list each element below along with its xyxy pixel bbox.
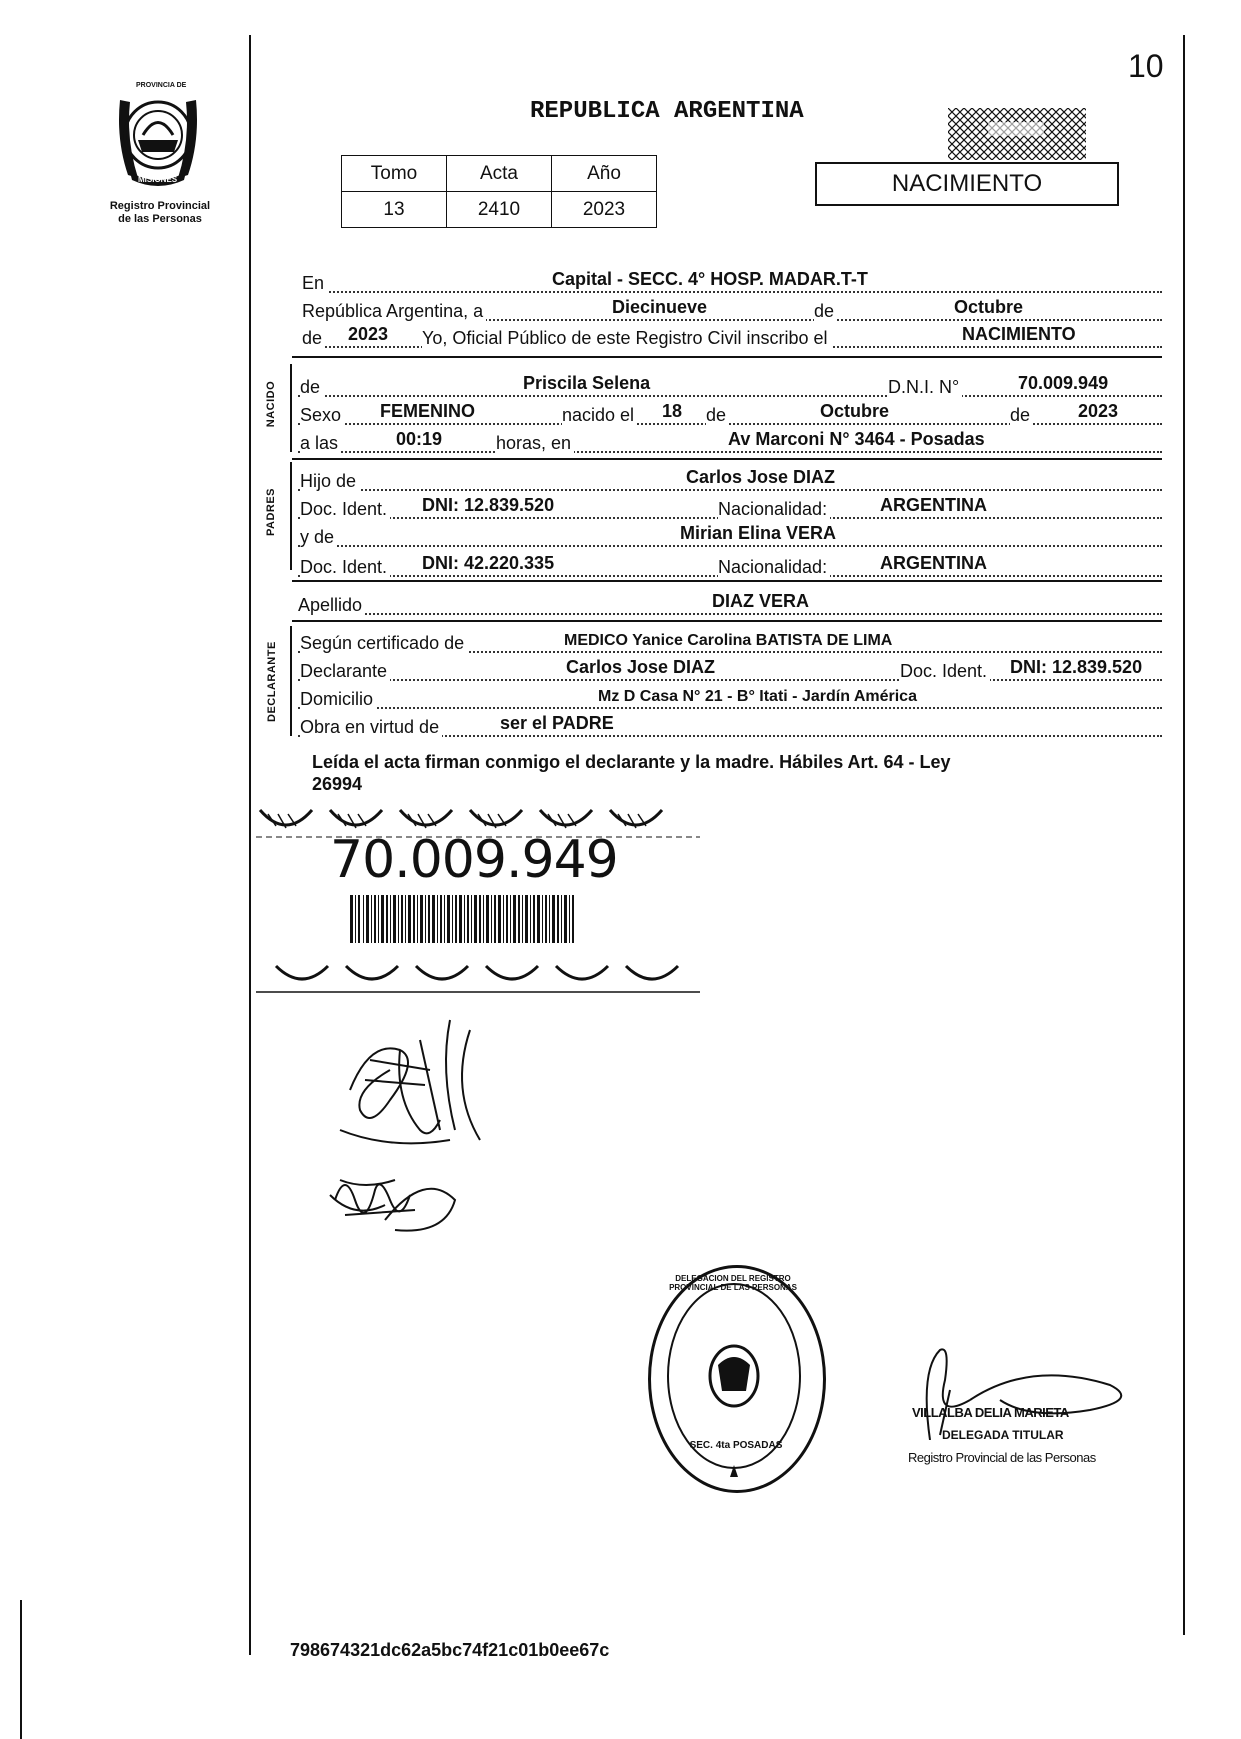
value-mother-name: Mirian Elina VERA: [680, 523, 837, 543]
label-apellido: Apellido: [298, 595, 365, 616]
side-label-nacido: NACIDO: [265, 380, 277, 428]
scan-edge-line: [20, 1600, 22, 1739]
value-domicilio: Mz D Casa N° 21 - B° Itati - Jardín América: [598, 688, 917, 705]
label-de-year: de: [302, 328, 325, 349]
section-divider: [292, 356, 1162, 358]
registry-name-line1: Registro Provincial: [109, 200, 211, 212]
declarante-row-cert: [298, 628, 1162, 656]
label-hijo-de: Hijo de: [300, 471, 359, 492]
declarante-row-obra: [298, 712, 1162, 740]
record-number-table: [341, 155, 657, 228]
security-band-bottom: [256, 960, 700, 994]
table-header-tomo: Tomo: [342, 156, 447, 192]
value-father-name: Carlos Jose DIAZ: [686, 467, 836, 487]
value-day: Diecinueve: [612, 297, 708, 317]
official-organization: Registro Provincial de las Personas: [908, 1450, 1096, 1465]
padres-row-madre-doc: [298, 552, 1162, 580]
intro-row-en: [302, 268, 1162, 296]
section-divider: [292, 580, 1162, 582]
value-birth-time: 00:19: [396, 429, 443, 449]
official-stamp: [648, 1265, 826, 1493]
label-y-de: y de: [300, 527, 337, 548]
label-de-name: de: [300, 377, 323, 398]
label-en: En: [302, 273, 327, 294]
value-father-doc: DNI: 12.839.520: [422, 495, 555, 515]
side-label-padres: PADRES: [265, 487, 277, 537]
registry-name-line2: de las Personas: [118, 213, 202, 225]
nacido-row-name: [298, 372, 1162, 400]
intro-row-year: [302, 323, 1162, 351]
apellido-row: [298, 590, 1162, 618]
label-doc-ident: Doc. Ident.: [300, 557, 390, 578]
value-declarant-name: Carlos Jose DIAZ: [566, 657, 716, 677]
closing-line-1: Leída el acta firman conmigo el declarante y la madre. Hábiles Art. 64 - Ley: [312, 752, 951, 772]
nacido-row-hora: [298, 428, 1162, 456]
closing-line-2: 26994: [312, 774, 363, 794]
value-father-nationality: ARGENTINA: [880, 495, 987, 515]
official-name: VILLALBA DELIA MARIETA: [912, 1405, 1069, 1420]
value-mother-nationality: ARGENTINA: [880, 553, 987, 573]
label-obra-en-virtud: Obra en virtud de: [300, 717, 442, 738]
intro-row-republica: [302, 296, 1162, 324]
value-inscribe: NACIMIENTO: [962, 324, 1076, 344]
value-birth-year: 2023: [1078, 401, 1119, 421]
label-republica: República Argentina, a: [302, 301, 486, 322]
table-header-anio: Año: [552, 156, 657, 192]
nacido-bracket: [290, 364, 292, 452]
label-a-las: a las: [300, 433, 341, 454]
label-domicilio: Domicilio: [300, 689, 376, 710]
page-number: 10: [1128, 48, 1164, 84]
value-year: 2023: [348, 324, 389, 344]
table-header-acta: Acta: [447, 156, 552, 192]
value-certificate: MEDICO Yanice Carolina BATISTA DE LIMA: [564, 632, 893, 649]
label-nacionalidad: Nacionalidad:: [718, 499, 830, 520]
label-nacido-el: nacido el: [562, 405, 637, 426]
official-signature-image: [910, 1340, 1140, 1440]
value-apellido: DIAZ VERA: [712, 591, 810, 611]
barcode-image: [350, 895, 574, 943]
value-declarant-doc: DNI: 12.839.520: [1010, 657, 1143, 677]
seal-text-top: PROVINCIA DE: [136, 82, 187, 89]
label-doc-ident: Doc. Ident.: [300, 499, 390, 520]
mother-signature-image: [325, 1160, 465, 1240]
padres-row-padre-doc: [298, 494, 1162, 522]
value-month: Octubre: [954, 297, 1024, 317]
registry-seal-logo: [108, 80, 208, 190]
label-yo-oficial: Yo, Oficial Público de este Registro Civil inscribo el: [422, 328, 831, 349]
document-title: REPUBLICA ARGENTINA: [530, 98, 804, 125]
value-child-dni: 70.009.949: [1018, 373, 1109, 393]
table-value-tomo: 13: [342, 192, 447, 228]
declarante-bracket: [290, 626, 292, 736]
security-pattern-image: [948, 108, 1086, 160]
declarante-row-domicilio: [298, 684, 1162, 712]
padres-row-padre: [298, 466, 1162, 494]
label-de-month: de: [814, 301, 837, 322]
value-birth-day: 18: [662, 401, 683, 421]
document-hash: 798674321dc62a5bc74f21c01b0ee67c: [290, 1640, 610, 1660]
label-horas-en: horas, en: [496, 433, 574, 454]
padres-row-madre: [298, 522, 1162, 550]
declarante-row-decl: [298, 656, 1162, 684]
barcode-number: 70.009.949: [330, 830, 618, 890]
value-obra: ser el PADRE: [500, 713, 614, 733]
value-place: Capital - SECC. 4° HOSP. MADAR.T-T: [552, 269, 868, 289]
official-title: DELEGADA TITULAR: [942, 1428, 1064, 1442]
nacido-row-sexo: [298, 400, 1162, 428]
value-birth-place: Av Marconi N° 3464 - Posadas: [728, 429, 985, 449]
label-de-anio: de: [1010, 405, 1033, 426]
table-value-anio: 2023: [552, 192, 657, 228]
value-mother-doc: DNI: 42.220.335: [422, 553, 555, 573]
seal-text-bottom: MISIONES: [138, 175, 178, 184]
stamp-ring-text: DELEGACION DEL REGISTRO PROVINCIAL DE LAS PERSONAS: [669, 1274, 797, 1292]
declarant-signature-image: [330, 1010, 500, 1160]
label-doc-ident: Doc. Ident.: [900, 661, 990, 682]
stamp-center-text: SEC. 4ta POSADAS: [689, 1440, 783, 1451]
value-child-name: Priscila Selena: [523, 373, 651, 393]
section-divider: [292, 458, 1162, 460]
label-segun-certificado: Según certificado de: [300, 633, 467, 654]
left-border-line: [249, 35, 251, 1655]
value-sexo: FEMENINO: [380, 401, 476, 421]
label-de-mes: de: [706, 405, 729, 426]
section-divider: [292, 620, 1162, 622]
document-type-box: NACIMIENTO: [815, 162, 1119, 206]
label-sexo: Sexo: [300, 405, 344, 426]
right-border-line: [1183, 35, 1185, 1635]
table-value-acta: 2410: [447, 192, 552, 228]
value-birth-month: Octubre: [820, 401, 890, 421]
label-declarante: Declarante: [300, 661, 390, 682]
side-label-declarante: DECLARANTE: [266, 641, 278, 722]
label-nacionalidad: Nacionalidad:: [718, 557, 830, 578]
label-dni: D.N.I. N°: [888, 377, 962, 398]
padres-bracket: [290, 462, 292, 570]
